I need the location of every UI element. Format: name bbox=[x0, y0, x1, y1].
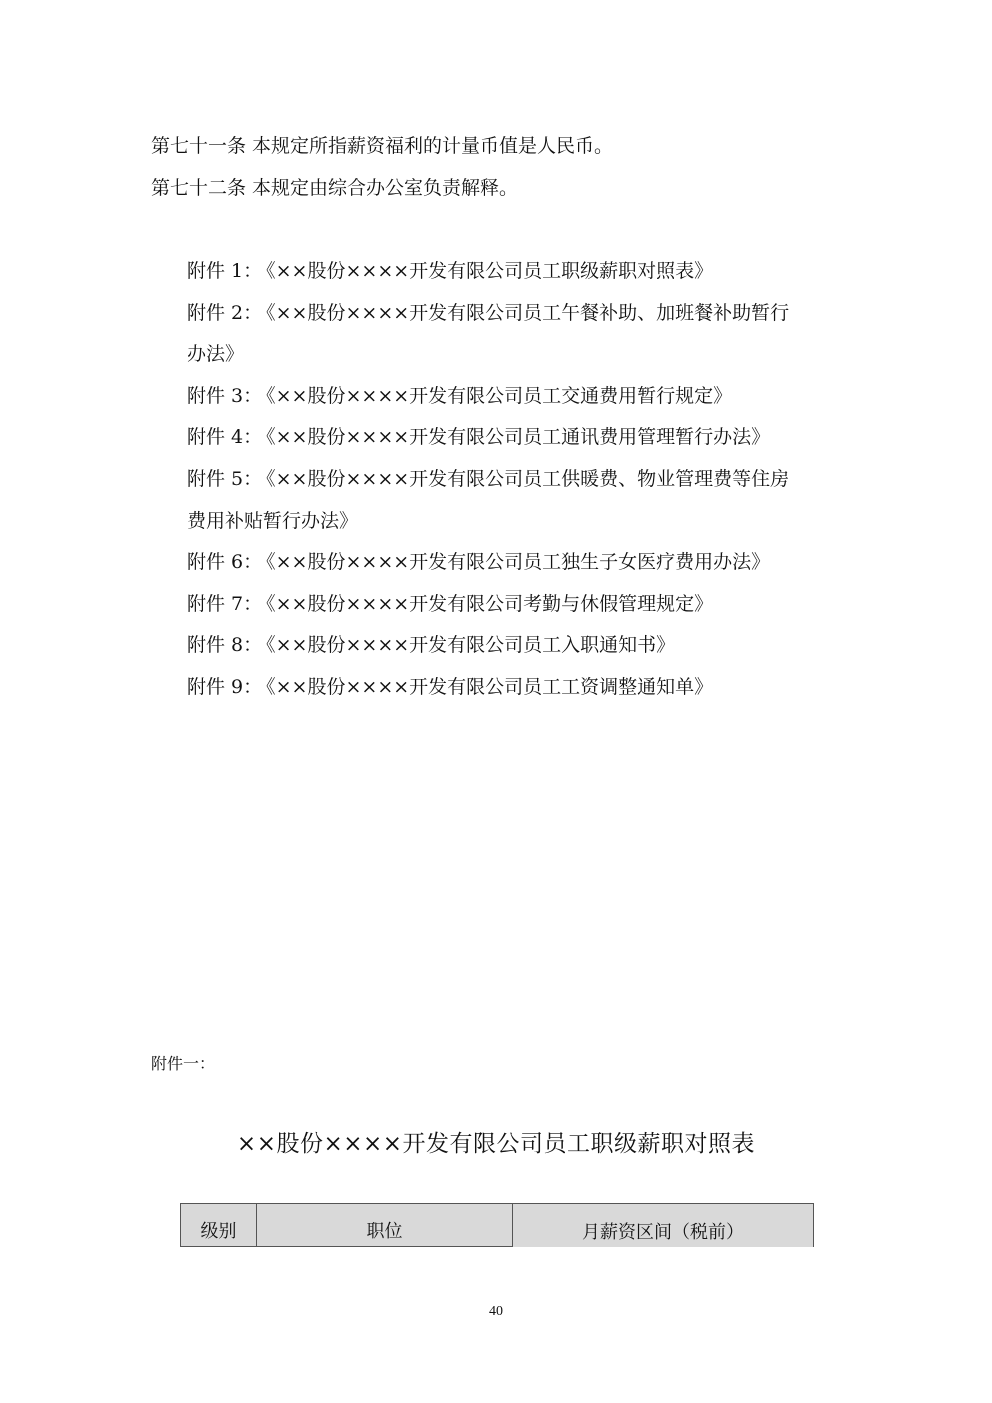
attachment-continuation: 费用补贴暂行办法》 bbox=[187, 509, 359, 532]
attachment-title: 《××股份××××开发有限公司员工午餐补助、加班餐补助暂行 bbox=[266, 301, 790, 324]
attachment-item bbox=[187, 548, 857, 590]
header-cell-position: 职位 bbox=[257, 1204, 513, 1247]
attachment-label: 附件 4： bbox=[187, 426, 263, 449]
attachment-continuation: 办法》 bbox=[187, 343, 245, 366]
document-title: ××股份××××开发有限公司员工职级薪职对照表 bbox=[236, 1131, 756, 1157]
attachment-item bbox=[187, 299, 857, 341]
attachment-label: 附件 7： bbox=[187, 592, 263, 615]
attachment-title: 《××股份××××开发有限公司考勤与休假管理规定》 bbox=[266, 592, 714, 615]
attachment-item bbox=[187, 257, 857, 299]
attachment-item bbox=[187, 631, 857, 673]
attachment-label: 附件 5： bbox=[187, 467, 263, 490]
attachment-item bbox=[187, 673, 857, 715]
attachment-list bbox=[187, 257, 857, 715]
attachment-label: 附件 2： bbox=[187, 301, 263, 324]
attachment-label: 附件 6： bbox=[187, 551, 263, 574]
attachment-label: 附件 9： bbox=[187, 675, 263, 698]
salary-table-header bbox=[180, 1203, 814, 1247]
attachment-title: 《××股份××××开发有限公司员工工资调整通知单》 bbox=[266, 675, 714, 698]
attachment-label: 附件 1： bbox=[187, 260, 263, 282]
attachment-label: 附件 8： bbox=[187, 634, 263, 657]
header-cell-salary-range: 月薪资区间（税前） bbox=[582, 1222, 744, 1243]
attachment-item bbox=[187, 382, 857, 424]
attachment-title: 《××股份××××开发有限公司员工交通费用暂行规定》 bbox=[266, 384, 733, 407]
article-72: 第七十二条 本规定由综合办公室负责解释。 bbox=[151, 177, 519, 199]
attachment-title: 《××股份××××开发有限公司员工职级薪职对照表》 bbox=[266, 260, 714, 282]
article-71: 第七十一条 本规定所指薪资福利的计量币值是人民币。 bbox=[151, 135, 614, 157]
attachment-item bbox=[187, 423, 857, 465]
attachment-title: 《××股份××××开发有限公司员工入职通知书》 bbox=[266, 634, 676, 657]
attachment-title: 《××股份××××开发有限公司员工通讯费用管理暂行办法》 bbox=[266, 426, 771, 449]
appendix-label: 附件一： bbox=[151, 1054, 216, 1073]
header-cell-level: 级别 bbox=[181, 1204, 257, 1247]
attachment-title: 《××股份××××开发有限公司员工供暖费、物业管理费等住房 bbox=[266, 467, 790, 490]
attachment-label: 附件 3： bbox=[187, 384, 263, 407]
attachment-item bbox=[187, 465, 857, 507]
attachment-title: 《××股份××××开发有限公司员工独生子女医疗费用办法》 bbox=[266, 551, 771, 574]
attachment-item bbox=[187, 590, 857, 632]
page-number: 40 bbox=[489, 1304, 503, 1319]
